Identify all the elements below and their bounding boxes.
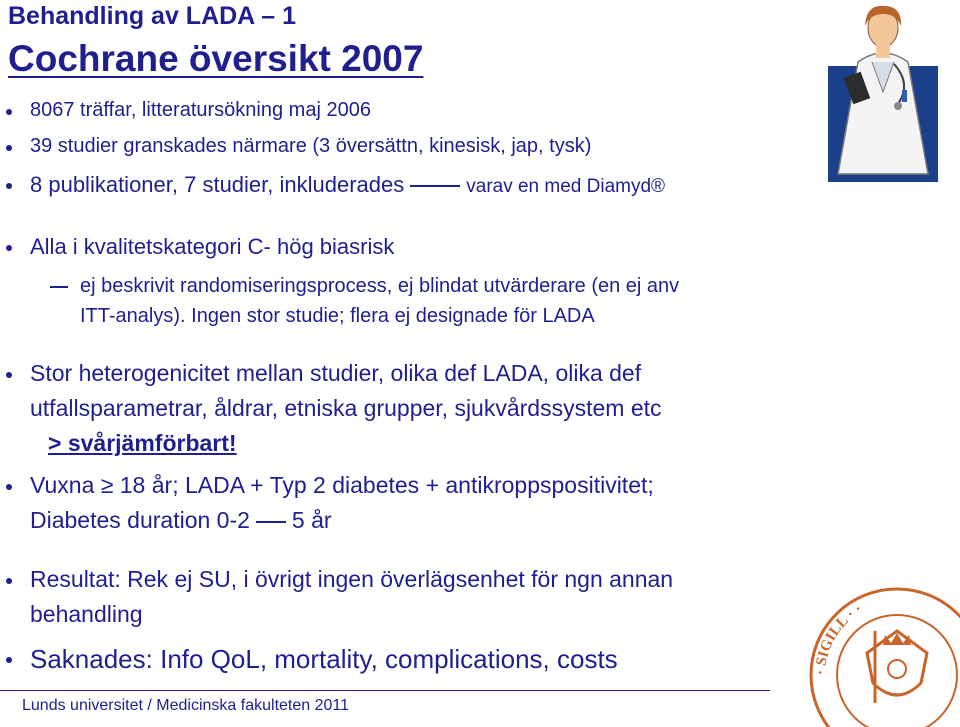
sub-bullet-line2: ITT-analys). Ingen stor studie; flera ej designade för LADA bbox=[80, 305, 595, 327]
heterogeneity-emphasis: > svårjämförbart! bbox=[48, 430, 237, 456]
bullet-heterogeneity bbox=[30, 356, 662, 461]
dash-separator bbox=[410, 185, 460, 187]
heterogeneity-line2: utfallsparametrar, åldrar, etniska grupper, sjukvårdssystem etc bbox=[30, 395, 662, 421]
bullet-results bbox=[30, 562, 673, 632]
doctor-icon bbox=[828, 4, 938, 182]
results-line1: Resultat: Rek ej SU, i övrigt ingen överlägsenhet för ngn annan bbox=[30, 566, 674, 592]
bullet-search-hits: 8067 träffar, litteratursökning maj 2006 bbox=[30, 94, 371, 127]
university-seal-icon bbox=[805, 583, 960, 727]
heterogeneity-line1: Stor heterogenicitet mellan studier, olika def LADA, olika def bbox=[30, 360, 642, 386]
bullet-quality-category: Alla i kvalitetskategori C- hög biasrisk bbox=[30, 230, 394, 263]
duration-label: Diabetes duration 0-2 bbox=[30, 507, 250, 533]
dash-separator bbox=[256, 521, 286, 523]
bullet-publications bbox=[30, 168, 665, 203]
bullet-publications-main: 8 publikationer, 7 studier, inkluderades bbox=[30, 172, 405, 197]
duration-value: 5 år bbox=[291, 507, 332, 533]
sub-bullet-bias-details bbox=[80, 271, 679, 331]
bullet-studies-reviewed: 39 studier granskades närmare (3 översättn, kinesisk, jap, tysk) bbox=[30, 130, 591, 163]
bullet-inclusion-criteria bbox=[30, 468, 654, 538]
bullet-publications-tail: varav en med Diamyd® bbox=[466, 176, 666, 197]
inclusion-line1: Vuxna ≥ 18 år; LADA + Typ 2 diabetes + antikroppspositivitet; bbox=[30, 472, 654, 498]
slide-title: Behandling av LADA – 1 bbox=[8, 2, 297, 30]
results-line2: behandling bbox=[30, 601, 143, 627]
slide-subtitle: Cochrane översikt 2007 bbox=[8, 38, 424, 79]
sub-bullet-line1: ej beskrivit randomiseringsprocess, ej blindat utvärderare (en ej anv bbox=[80, 275, 680, 297]
footer-rule bbox=[0, 690, 770, 691]
svg-text:· SIGILL · ·: · SIGILL · · bbox=[812, 601, 865, 676]
bullet-missing-info: Saknades: Info QoL, mortality, complications, costs bbox=[30, 640, 618, 678]
inclusion-line2 bbox=[30, 503, 654, 538]
footer-text: Lunds universitet / Medicinska fakulteten 2011 bbox=[22, 697, 350, 714]
